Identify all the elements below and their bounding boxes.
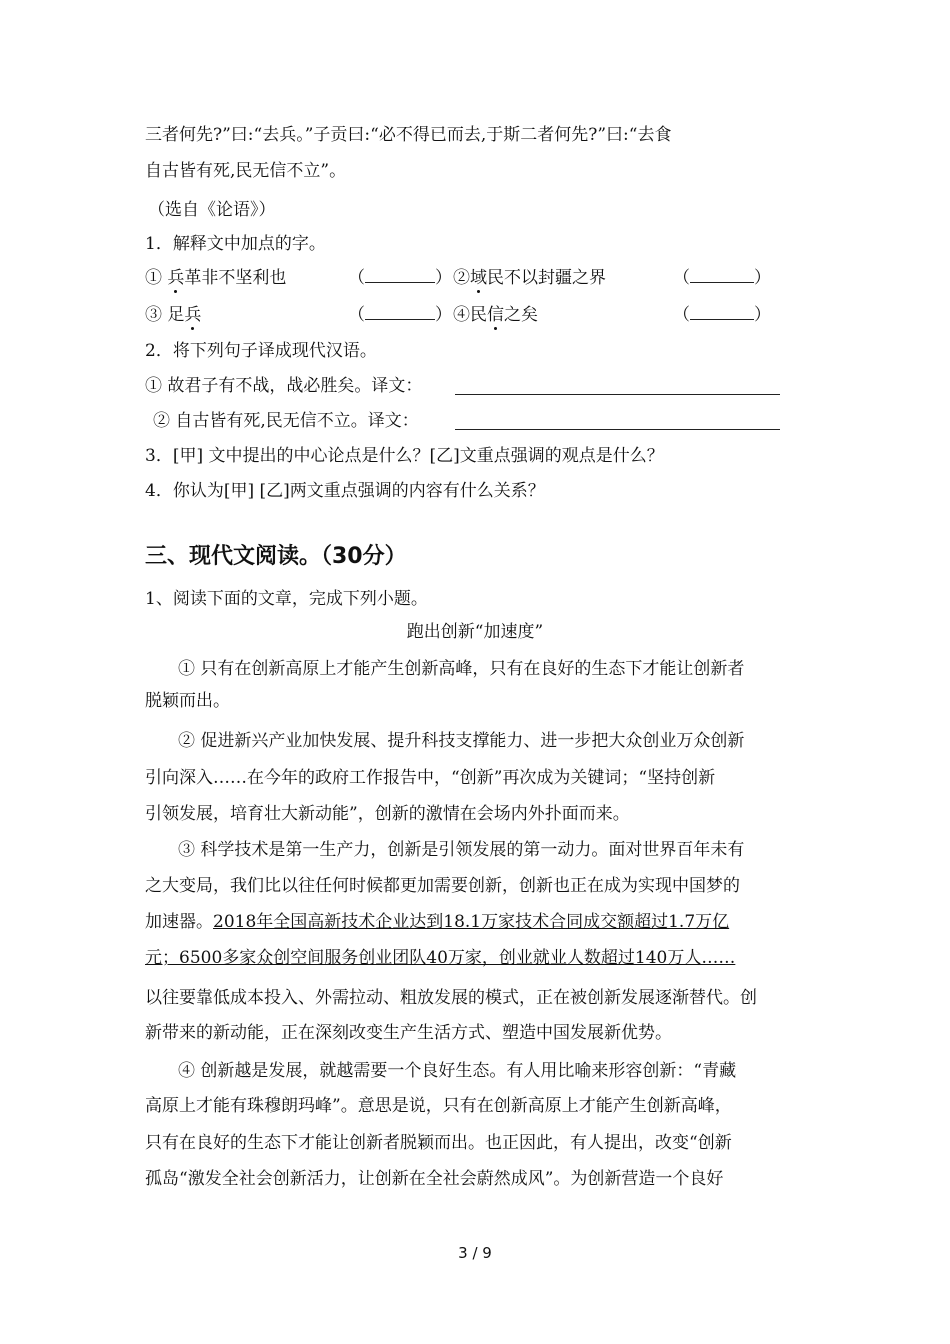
source-citation: （选自《论语》） [148,200,276,220]
article-paragraph-line: 之大变局，我们比以往任何时候都更加需要创新，创新也正在成为实现中国梦的 [145,876,740,896]
q2-item-2: ② 自古皆有死,民无信不立。译文： [153,411,419,431]
article-paragraph-line: ④ 创新越是发展，就越需要一个良好生态。有人用比喻来形容创新：“青藏 [178,1061,737,1081]
dotted-char: 信 [487,305,504,325]
article-paragraph-line: 引向深入……在今年的政府工作报告中，“创新”再次成为关键词；“坚持创新 [145,768,716,788]
article-paragraph-line: 引领发展，培育壮大新动能”，创新的激情在会场内外扑面而来。 [145,804,630,824]
article-paragraph-line: ① 只有在创新高原上才能产生创新高峰，只有在良好的生态下才能让创新者 [178,659,745,679]
question-2: 2．将下列句子译成现代汉语。 [145,341,377,361]
dotted-char: 兵 [167,268,185,288]
answer-blank-3[interactable]: （ ） [348,305,452,325]
section-heading: 三、现代文阅读。（30分） [145,544,407,569]
underlined-sentence: 2018年全国高新技术企业达到18.1万家技术合同成交额超过1.7万亿 [213,912,730,932]
classical-text-line: 三者何先?”曰:“去兵。”子贡曰:“必不得已而去,于斯二者何先?”曰:“去食 [145,125,672,145]
translation-answer-line-2[interactable] [455,429,780,430]
article-paragraph-line: ③ 科学技术是第一生产力，创新是引领发展的第一动力。面对世界百年未有 [178,840,745,860]
q2-item-1: ① 故君子有不战，战必胜矣。译文： [145,376,423,396]
answer-blank-4[interactable]: （ ） [673,305,771,325]
translation-answer-line-1[interactable] [455,394,780,395]
dotted-char: 域 [470,268,487,288]
underlined-sentence: 元；6500多家众创空间服务创业团队40万家，创业就业人数超过140万人…… [145,948,736,968]
answer-blank-2[interactable]: （ ） [673,268,771,288]
question-1: 1．解释文中加点的字。 [145,234,326,254]
q1-item-4: ④民信之矣 [453,305,538,325]
article-paragraph-line: 只有在良好的生态下才能让创新者脱颖而出。也正因此，有人提出，改变“创新 [145,1133,732,1153]
section-intro: 1、阅读下面的文章，完成下列小题。 [145,589,428,609]
page-number: 3 / 9 [458,1244,492,1262]
article-paragraph-line: ② 促进新兴产业加快发展、提升科技支撑能力、进一步把大众创业万众创新 [178,731,745,751]
article-paragraph-line: 高原上才能有珠穆朗玛峰”。意思是说，只有在创新高原上才能产生创新高峰， [145,1096,732,1116]
article-title: 跑出创新“加速度” [406,622,544,642]
article-paragraph-line: 新带来的新动能，正在深刻改变生产生活方式、塑造中国发展新优势。 [145,1023,672,1043]
classical-text-line: 自古皆有死,民无信不立”。 [145,161,347,181]
question-3: 3．[甲] 文中提出的中心论点是什么？[乙]文重点强调的观点是什么？ [145,446,664,466]
article-paragraph-line: 以往要靠低成本投入、外需拉动、粗放发展的模式，正在被创新发展逐渐替代。创 [145,988,757,1008]
article-paragraph-line: 脱颖而出。 [145,691,230,711]
article-paragraph-line: 孤岛“激发全社会创新活力，让创新在全社会蔚然成风”。为创新营造一个良好 [145,1169,724,1189]
q1-item-1: ① 兵革非不坚利也 [145,268,287,288]
article-paragraph-line [145,948,735,968]
q1-item-2: ②域民不以封疆之界 [453,268,606,288]
q1-item-3: ③ 足兵 [145,305,202,325]
question-4: 4．你认为[甲] [乙]两文重点强调的内容有什么关系？ [145,481,545,501]
dotted-char: 兵 [184,305,202,325]
article-paragraph-line: 加速器。2018年全国高新技术企业达到18.1万家技术合同成交额超过1.7万亿 [145,912,730,932]
answer-blank-1[interactable]: （ ） [348,268,452,288]
